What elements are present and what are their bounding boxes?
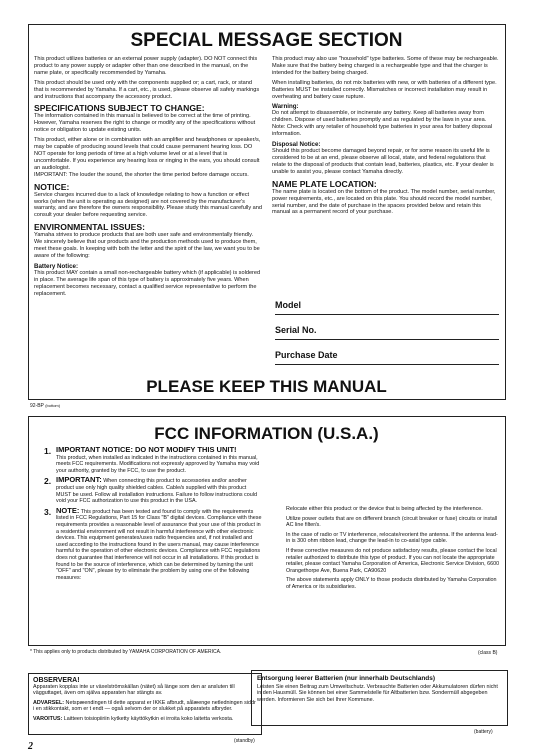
fcc-remedy-2: Utilize power outlets that are on different branch (circuit breaker or fuse) circuits or install AC line filter/s. [286,515,498,529]
fcc-title: FCC INFORMATION (U.S.A.) [154,424,379,443]
purchase-date-label: Purchase Date [275,350,338,360]
finnish-heading: VAROITUS: [33,715,63,722]
warning-text: Do not attempt to disassemble, or incinerate any battery. Keep all batteries away from children. Dispose of used batteries promptly and as regulated by the laws in your area. Note: Check with any retailer of household type batteries in your area for battery disposal information. [272,110,493,138]
nordic-content [33,677,258,725]
fcc-remedy-1: Relocate either this product or the device that is being affected by the interference. [286,506,483,512]
special-title: SPECIAL MESSAGE SECTION [130,30,403,51]
danish-body: Netspæendingen til dette apparat er IKKE afbrudt, sålæenge netledningen siddr i en stikkontakt, som er t endt — også selvom der or slukket på apparatets afbryder. [33,699,256,713]
fcc-remedy-4: If these corrective measures do not produce satisfactory results, please contact the local retailer authorized to distribute this type of product. If you can not locate the appropriate retailer, please contact Yamaha Corporation of America, Electronic Service Division, 6600 Orangethorpe Ave, Buena Park, CA90620 [286,547,500,574]
rechargeable-text: This product may also use "household" type batteries. Some of these may be rechargeable. Make sure that the battery being charged is a rechargeable type and that the charger is intended for the battery being charged. [272,56,499,76]
finnish-body: Laitteen toisiopiiriin kytketty käyttökytkin ei irroita koko laitetta verkosta. [63,715,234,722]
fcc-item-1-text: This product, when installed as indicated in the instructions contained in this manual, meets FCC requirements. Modifications not expressly approved by Yamaha may void your authority, granted by the FCC, to use the product. [56,454,260,474]
hearing-text: This product, either alone or in combination with an amplifier and headphones or speaker/s, may be capable of producing sound levels that could cause permanent hearing loss. DO NOT operate for long periods of time at a high volume level or at a level that is uncomfortable. If you experience any hearing loss or ringing in the ears, you should consult an audiologist. [34,137,261,171]
german-heading: Entsorgung leerer Batterien (nur innerhalb Deutschlands) [257,675,436,682]
disposal-text: Should this product become damaged beyond repair, or for some reason its useful life is considered to be at an end, please observe all local, state, and federal regulations that relate to the disposal of products that contain lead, batteries, plastics, etc. If your dealer is unable to assist you, please contact Yamaha directly. [272,148,494,175]
intro-2: This product should be used only with the components supplied or; a cart, rack, or stand that is recommended by Yamaha. If a cart, etc., is used, please observe all safety markings and instructions that accompany the accessory product. [34,79,260,100]
fcc-item-2 [44,477,262,504]
fcc-item-3-text: This product has been tested and found to comply with the requirements listed in FCC Regulations, Part 15 for Class "B" digital devices. Compliance with these requirements provides a reasonable level of assurance that your use of this product in a residential environment will not result in harmful interference with other electronic devices. This equipment generates/uses radio frequencies and, if not installed and used according to the instructions found in the users manual, may cause interference harmful to the operation of other electronic devices. Compliance with FCC regulations does not guarantee that interference will not occur in all installations. If this product is found to be the source of interference, which can be determined by turning the unit "OFF" and "ON", please try to eliminate the problem by using one of the following measures: [56,508,262,581]
fcc-remedy-5: The above statements apply ONLY to those products distributed by Yamaha Corporation of America or its subsidiaries. [286,577,497,590]
fcc-item-1 [44,447,262,474]
danish-heading: ADVARSEL: [33,699,65,706]
fcc-class: (class B) [478,650,498,656]
battery-note: (battery) [474,729,493,735]
danish-text [33,700,258,713]
fcc-item-2-number: 2. [44,476,52,487]
doc-code [30,403,60,409]
battery-text: This product MAY contain a small non-rechargeable battery which (if applicable) is soldered in place. The average life span of this type of battery is approximately five years. When replacement becomes necessary, contact a qualified service representative to perform the replacement. [34,269,261,297]
nameplate-heading: NAME PLATE LOCATION: [272,178,377,189]
page-number: 2 [28,741,33,752]
model-label: Model [275,300,301,310]
fcc-right-column [286,506,500,594]
purchase-date-line [275,364,499,365]
serial-label: Serial No. [275,325,317,335]
special-right-column [272,56,500,219]
serial-line [275,339,499,340]
disposal-heading: Disposal Notice: [272,141,321,149]
doc-code-note: (bottom) [45,403,61,408]
fcc-item-1-heading: IMPORTANT NOTICE: DO NOT MODIFY THIS UNIT! [56,445,237,454]
env-text: Yamaha strives to produce products that are both user safe and environmentally friendly. We sincerely believe that our products and the production methods used to produce them, meet these goals. In keeping with both the letter and the spirit of the law, we want you to be aware of the following: [34,232,260,259]
spec-heading: SPECIFICATIONS SUBJECT TO CHANGE: [34,103,205,114]
install-text: When installing batteries, do not mix batteries with new, or with batteries of a different type. Batteries MUST be installed correctly. Mismatches or incorrect installation may result in overheating and battery case rupture. [272,79,497,100]
notice-text: Service charges incurred due to a lack of knowledge relating to how a function or effect works (when the unit is operating as designed) are not covered by the manufacturer's warranty, and are therefore the owners responsibility. Please study this manual carefully and consult your dealer before requesting service. [34,191,263,219]
standby-note: (standby) [234,738,255,744]
notice-heading: NOTICE: [34,181,70,192]
swedish-text: Apparaten kopplas inte ur växelströmskällan (nätet) så länge som den ar ansluten till vägguttaget, även om själva apparaten har stängts av. [33,684,235,697]
battery-heading: Battery Notice: [34,262,79,270]
nordic-heading: OBSERVERA! [33,677,80,684]
german-content [257,675,501,706]
doc-code-text: 92-BP [30,403,44,409]
special-left-column [34,56,262,300]
important-text: IMPORTANT: The louder the sound, the shorter the time period before damage occurs. [34,171,249,178]
keep-manual-title: PLEASE KEEP THIS MANUAL [146,377,387,396]
intro-1: This product utilizes batteries or an external power supply (adapter). DO NOT connect this product to any power supply or adapter other than one described in the manual, on the name plate, or specifically recommended by Yamaha. [34,56,258,76]
spec-text: The information contained in this manual is believed to be correct at the time of printing. However, Yamaha reserves the right to change or modify any of the specifications without notice or obligation to update existing units. [34,113,256,134]
fcc-footnote: * This applies only to products distributed by YAMAHA CORPORATION OF AMERICA. [30,649,222,655]
model-line [275,314,499,315]
fcc-item-3 [44,505,262,582]
fcc-item-3-heading: NOTE: [56,505,80,515]
env-heading: ENVIRONMENTAL ISSUES: [34,222,145,233]
fcc-item-2-heading: IMPORTANT: [56,475,102,485]
fcc-item-3-number: 3. [44,506,52,517]
fcc-item-1-number: 1. [44,446,52,456]
warning-heading: Warning: [272,103,299,111]
nameplate-text: The name plate is located on the bottom of the product. The model number, serial number, power requirements, etc., are located on this plate. You should record the model number, serial number, and the date of purchase in the spaces provided below and retain this manual as a permanent record of your purchase. [272,188,496,216]
fcc-remedy-3: In the case of radio or TV interference, relocate/reorient the antenna. If the antenna lead-in is 300 ohm ribbon lead, change the lead-in to co-axial type cable. [286,531,498,545]
finnish-text [33,716,258,722]
german-text: Leisten Sie einen Beitrag zum Umweltschutz. Verbrauchte Batterien oder Akkumulatoren dürfen nicht in den Hausmüll. Sie können bei einer Sammelstelle für Altbatterien bzw. Sondermüll abgegeben werden. Informieren Sie sich bei Ihrer Kommune. [257,684,498,703]
fcc-item-2-text: When connecting this product to accessories and/or another product use only high quality shielded cables. Cable/s supplied with this product MUST be used. Follow all installation instructions. Failure to follow instructions could void your FCC authorization to use this product in the USA. [56,478,257,505]
fcc-left-column [44,447,262,584]
